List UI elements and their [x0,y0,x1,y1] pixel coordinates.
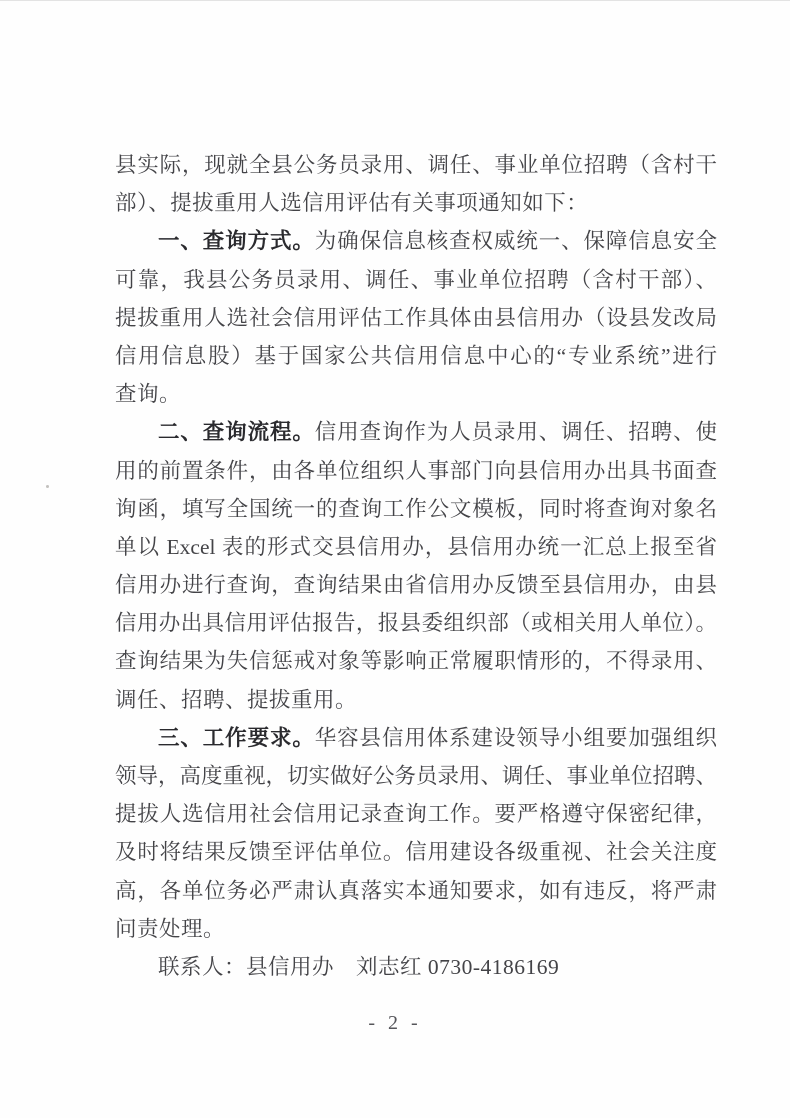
text-line [115,833,717,871]
section-heading-segment: 二、查询流程。 [158,420,315,445]
text-segment: 及时将结果反馈至评估单位。信用建设各级重视、社会关注度 [115,840,717,865]
text-segment: 信用信息股）基于国家公共信用信息中心的“专业系统”进行 [115,343,717,368]
text-segment: 问责处理。 [115,916,226,941]
text-segment: 联系人：县信用办 刘志红 0730-4186169 [158,954,560,979]
text-line [115,642,717,680]
text-line [115,146,717,184]
text-line [115,337,717,375]
text-segment: 信用办进行查询，查询结果由省信用办反馈至县信用办，由县 [115,573,717,598]
text-line [115,757,717,795]
text-segment: 询函，填写全国统一的查询工作公文模板，同时将查询对象名 [115,496,717,521]
text-line [115,375,717,413]
text-line [115,222,717,260]
text-segment: 提拔重用人选社会信用评估工作具体由县信用办（设县发改局 [115,305,717,330]
text-line [115,948,717,986]
text-line [115,719,717,757]
text-segment: 调任、招聘、提拔重用。 [115,687,358,712]
text-line [115,566,717,604]
text-line [115,299,717,337]
text-line [115,490,717,528]
text-segment: 提拔人选信用社会信用记录查询工作。要严格遵守保密纪律， [115,802,717,827]
text-line [115,184,717,222]
text-line [115,872,717,910]
scan-speck [46,485,49,488]
text-line [115,681,717,719]
text-segment: 领导，高度重视，切实做好公务员录用、调任、事业单位招聘、 [115,764,718,788]
scan-edge-top [0,0,790,1]
text-segment: 部）、提拔重用人选信用评估有关事项通知如下： [115,191,589,216]
text-line [115,261,717,299]
text-segment: 查询。 [115,382,182,407]
text-segment: 华容县信用体系建设领导小组要加强组织 [314,725,717,750]
page-number: - 2 - [368,1012,422,1034]
text-segment: 可靠，我县公务员录用、调任、事业单位招聘（含村干部）、 [115,267,717,292]
text-segment: 信用查询作为人员录用、调任、招聘、使 [314,420,717,445]
text-segment: 信用办出具信用评估报告，报县委组织部（或相关用人单位）。 [115,611,717,636]
text-line [115,795,717,833]
text-line [115,528,717,566]
section-heading-segment: 三、工作要求。 [158,725,315,750]
document-text [115,146,717,986]
text-segment: 县实际，现就全县公务员录用、调任、事业单位招聘（含村干 [115,153,717,177]
text-segment: 用的前置条件，由各单位组织人事部门向县信用办出具书面查 [115,458,717,483]
text-segment: 单以 Excel 表的形式交县信用办，县信用办统一汇总上报至省 [115,534,717,559]
section-heading-segment: 一、查询方式。 [158,229,315,254]
text-segment: 查询结果为失信惩戒对象等影响正常履职情形的，不得录用、 [115,649,717,674]
text-line [115,413,717,451]
text-line [115,910,717,948]
text-segment: 高，各单位务必严肃认真落实本通知要求，如有违反，将严肃 [115,878,717,903]
text-line [115,452,717,490]
text-line [115,604,717,642]
text-segment: 为确保信息核查权威统一、保障信息安全 [314,229,717,254]
